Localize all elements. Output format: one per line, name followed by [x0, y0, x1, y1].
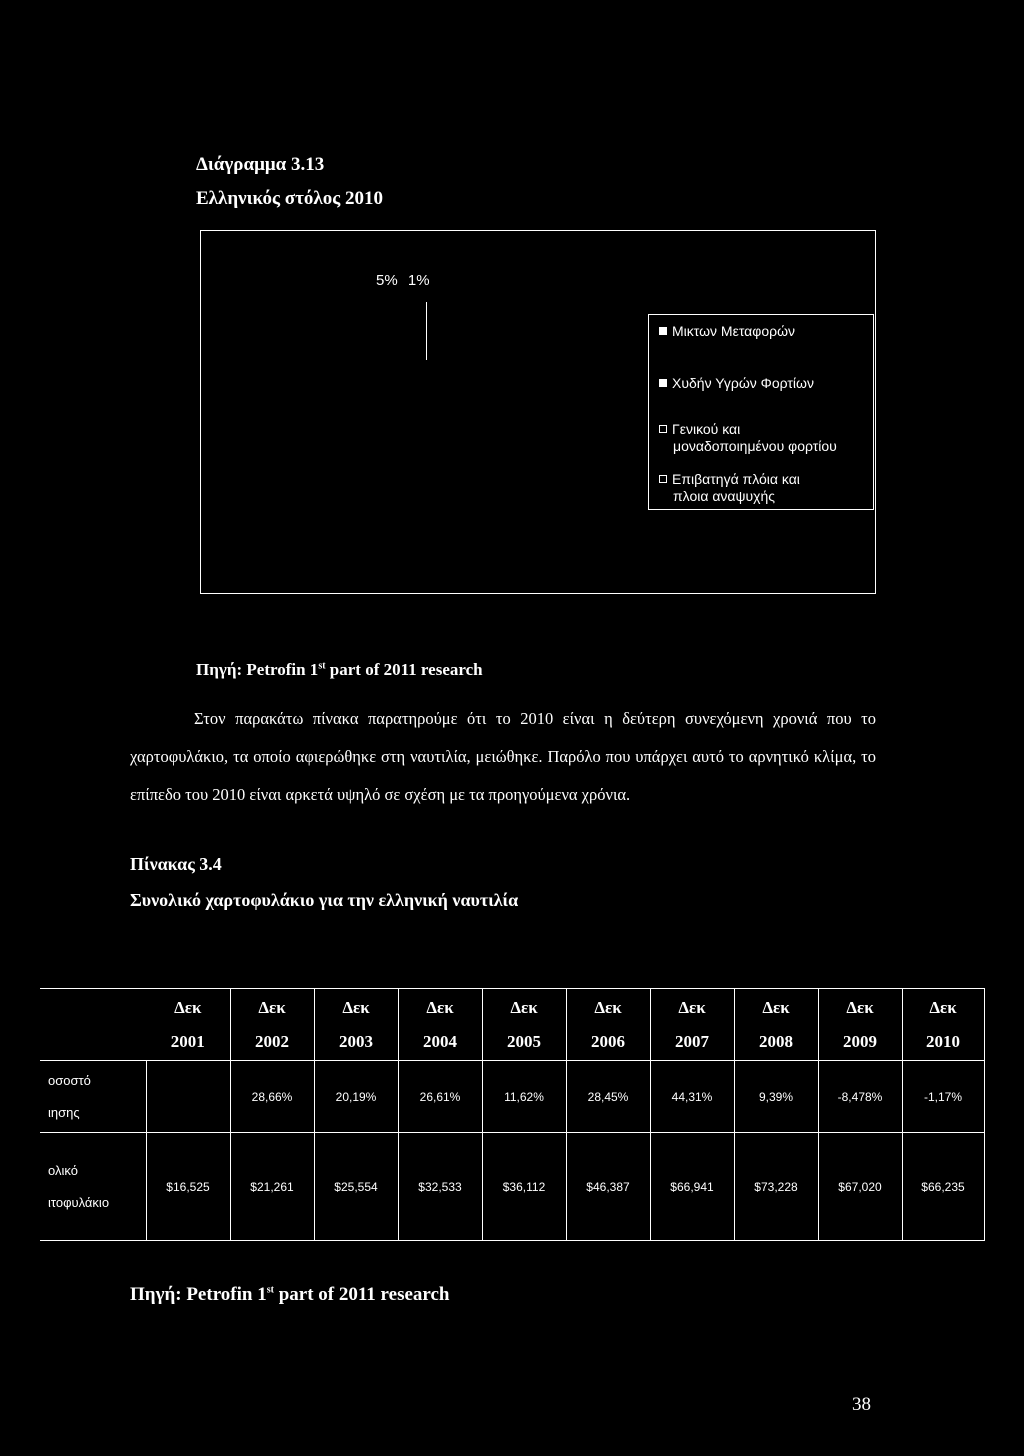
legend-item: [659, 375, 871, 392]
table-cell: $25,554: [314, 1133, 398, 1241]
year-header: Δεκ 2003: [314, 989, 398, 1061]
source-sup: st: [266, 1284, 274, 1296]
table-cell: 11,62%: [482, 1061, 566, 1133]
table-cell: $32,533: [398, 1133, 482, 1241]
year-header: Δεκ 2008: [734, 989, 818, 1061]
paragraph-text: Στον παρακάτω πίνακα παρατηρούμε ότι το 2010 είναι η δεύτερη συνεχόμενη χρονιά που το χαρτοφυλάκιο, τα οποίο αφιερώθηκε στη ναυτιλία, μειώθηκε. Παρόλο που υπάρχει αυτό το αρνητικό κλίμα, το επίπεδο του 2010 είναι αρκετά υψηλό σε σχέση με τα προηγούμενα χρόνια.: [130, 709, 876, 804]
table-cell: 9,39%: [734, 1061, 818, 1133]
legend-label: μοναδοποιημένου φορτίου: [673, 438, 837, 454]
source-sup: st: [318, 660, 326, 672]
table-cell: 20,19%: [314, 1061, 398, 1133]
pie-label-1: 1%: [407, 272, 430, 289]
table-cell: 26,61%: [398, 1061, 482, 1133]
table-cell: [146, 1061, 230, 1133]
legend-item: [659, 471, 871, 505]
year-header: Δεκ 2010: [902, 989, 984, 1061]
legend-label: Επιβατηγά πλόια και: [672, 471, 800, 487]
source-suffix: part of 2011 research: [325, 660, 483, 679]
table-cell: -8,478%: [818, 1061, 902, 1133]
source-suffix: part of 2011 research: [273, 1284, 450, 1305]
table-cell: $66,941: [650, 1133, 734, 1241]
table-label: Πίνακας 3.4: [130, 854, 222, 874]
body-paragraph: [130, 700, 876, 814]
table-cell: 28,66%: [230, 1061, 314, 1133]
legend-item: [659, 421, 871, 455]
table-row: [40, 1061, 984, 1133]
legend-label: Χυδήν Υγρών Φορτίων: [672, 375, 814, 391]
legend-swatch: [659, 327, 667, 335]
table-cell: 28,45%: [566, 1061, 650, 1133]
year-header: Δεκ 2005: [482, 989, 566, 1061]
pie-label-5: 5%: [376, 272, 398, 289]
table-cell: $73,228: [734, 1133, 818, 1241]
table-cell: $66,235: [902, 1133, 984, 1241]
table-row: [40, 1133, 984, 1241]
table-title: Συνολικό χαρτοφυλάκιο για την ελληνική ναυτιλία: [130, 890, 519, 910]
row-header: ολικό ιτοφυλάκιο: [48, 1162, 110, 1210]
year-header: Δεκ 2007: [650, 989, 734, 1061]
table-cell: $21,261: [230, 1133, 314, 1241]
table-cell: -1,17%: [902, 1061, 984, 1133]
year-header: Δεκ 2006: [566, 989, 650, 1061]
legend-label: Μικτων Μεταφορών: [672, 323, 796, 339]
source-text: Πηγή: Petrofin 1: [130, 1284, 267, 1305]
table-header-row: [40, 989, 984, 1061]
table-cell: $16,525: [146, 1133, 230, 1241]
year-header: Δεκ 2001: [146, 989, 230, 1061]
legend-swatch: [659, 425, 667, 433]
pie-leader-line: [426, 302, 427, 360]
row-header: οσοστό ιησης: [48, 1072, 91, 1120]
header-blank: [40, 989, 146, 1061]
chart-title: Ελληνικός στόλος 2010: [196, 188, 383, 209]
table-source: [130, 1284, 449, 1306]
year-header: Δεκ 2009: [818, 989, 902, 1061]
year-header: Δεκ 2004: [398, 989, 482, 1061]
pie-percent-labels: [376, 272, 436, 289]
legend-label: Γενικού και: [672, 421, 741, 437]
table-cell: $67,020: [818, 1133, 902, 1241]
year-header: Δεκ 2002: [230, 989, 314, 1061]
table-cell: $36,112: [482, 1133, 566, 1241]
legend-item: [659, 323, 871, 340]
legend-swatch: [659, 475, 667, 483]
page-number: 38: [852, 1394, 871, 1415]
legend-swatch: [659, 379, 667, 387]
chart-legend: [648, 314, 874, 510]
portfolio-table: [40, 988, 985, 1241]
table-cell: 44,31%: [650, 1061, 734, 1133]
legend-label: πλοια αναψυχής: [673, 488, 776, 504]
table-cell: $46,387: [566, 1133, 650, 1241]
source-text: Πηγή: Petrofin 1: [196, 660, 319, 679]
chart-source: [196, 660, 483, 680]
chart-caption: Διάγραμμα 3.13: [196, 154, 325, 175]
